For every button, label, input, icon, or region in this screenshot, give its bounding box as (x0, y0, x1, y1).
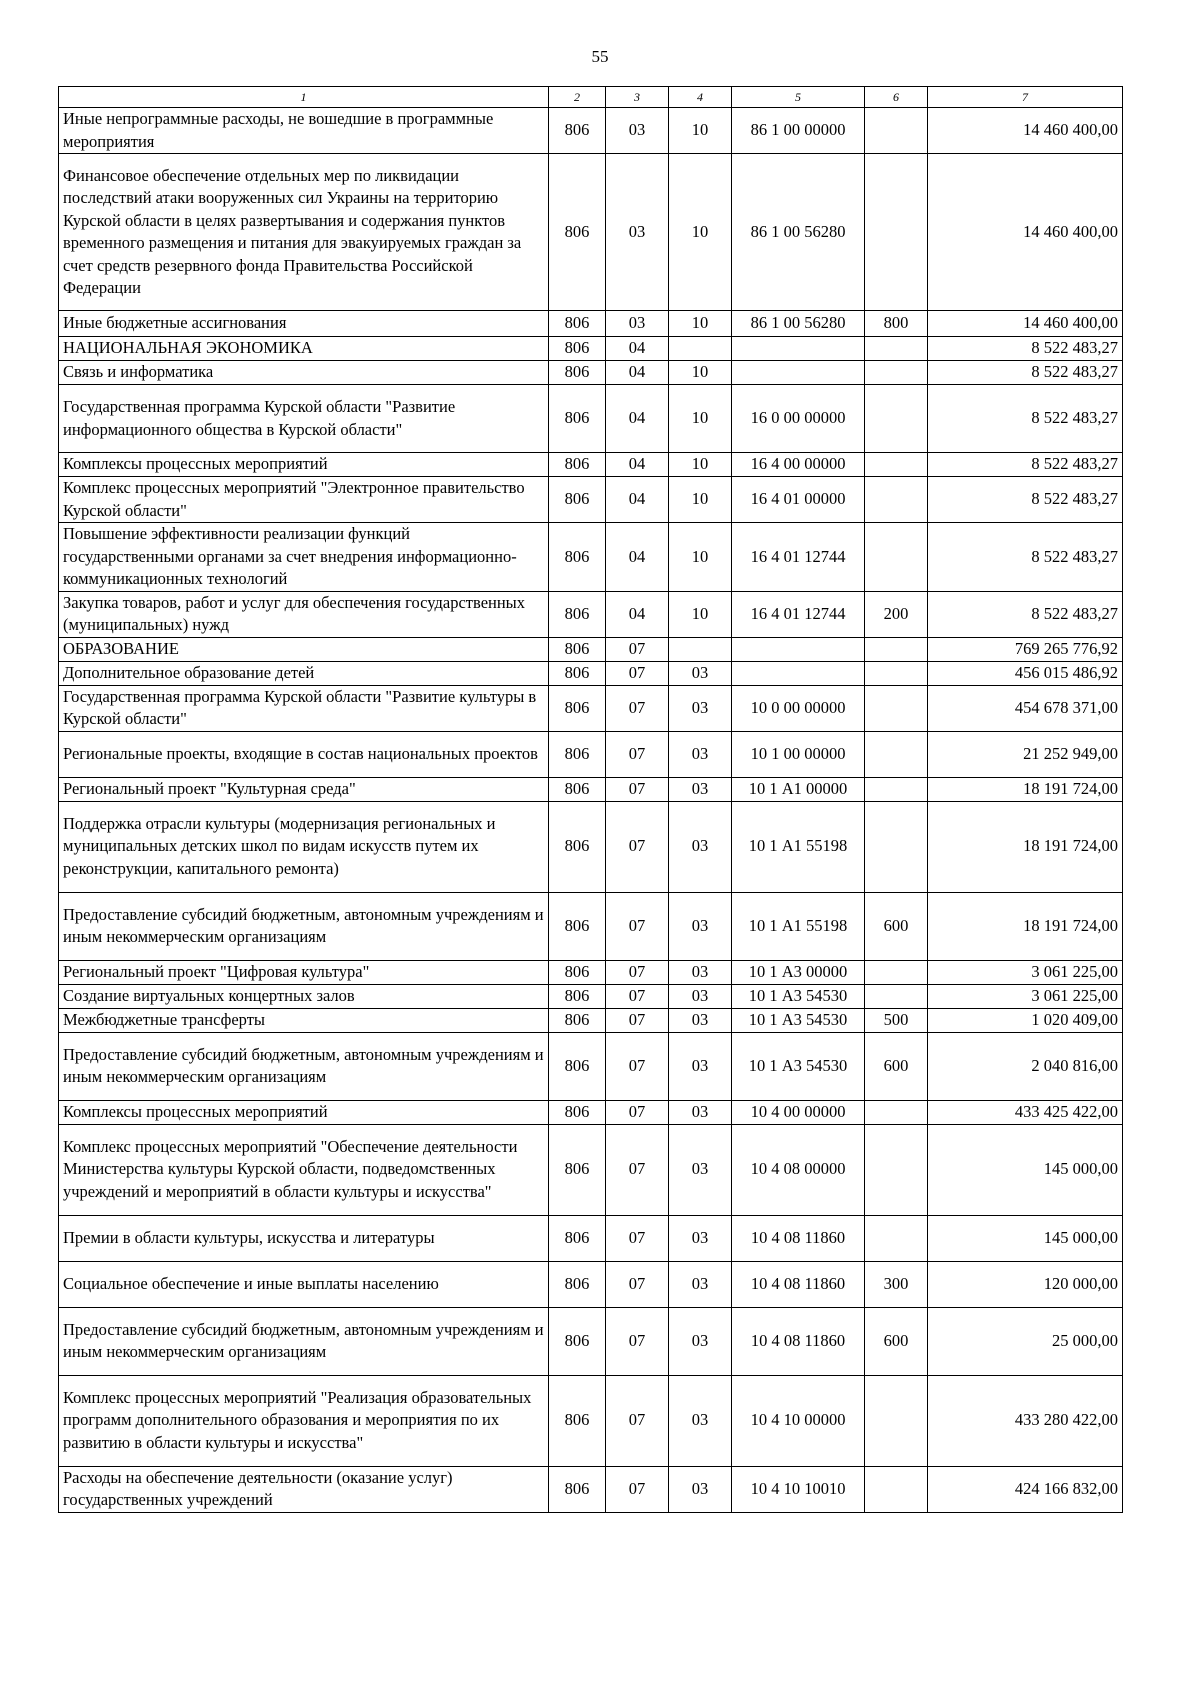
row-target-article: 86 1 00 56280 (732, 154, 865, 311)
row-section: 07 (606, 960, 669, 984)
table-row (59, 591, 1123, 637)
row-amount: 8 522 483,27 (928, 591, 1123, 637)
row-grbs: 806 (549, 453, 606, 477)
row-name: Комплекс процессных мероприятий "Реализация образовательных программ дополнительного образования и мероприятия по их развитию в области культуры и искусства" (59, 1375, 549, 1466)
row-amount: 8 522 483,27 (928, 337, 1123, 361)
row-subsection: 03 (669, 960, 732, 984)
row-section: 07 (606, 1375, 669, 1466)
column-header: 5 (732, 87, 865, 108)
table-row (59, 453, 1123, 477)
row-target-article: 10 4 00 00000 (732, 1100, 865, 1124)
table-row (59, 984, 1123, 1008)
row-target-article: 10 1 А1 55198 (732, 892, 865, 960)
column-header: 3 (606, 87, 669, 108)
table-row (59, 385, 1123, 453)
column-number-row (59, 87, 1123, 108)
row-target-article: 10 1 А1 00000 (732, 777, 865, 801)
row-amount: 433 425 422,00 (928, 1100, 1123, 1124)
row-grbs: 806 (549, 1032, 606, 1100)
row-name: Государственная программа Курской области "Развитие информационного общества в Курской области" (59, 385, 549, 453)
row-name: Государственная программа Курской области "Развитие культуры в Курской области" (59, 685, 549, 731)
row-amount: 8 522 483,27 (928, 385, 1123, 453)
row-name: Комплексы процессных мероприятий (59, 453, 549, 477)
row-subsection: 03 (669, 1215, 732, 1261)
row-amount: 18 191 724,00 (928, 777, 1123, 801)
row-name: Региональный проект "Цифровая культура" (59, 960, 549, 984)
row-expense-type: 200 (865, 591, 928, 637)
row-section: 07 (606, 661, 669, 685)
row-name: Предоставление субсидий бюджетным, автономным учреждениям и иным некоммерческим организациям (59, 1032, 549, 1100)
row-target-article (732, 337, 865, 361)
row-amount: 120 000,00 (928, 1261, 1123, 1307)
row-grbs: 806 (549, 337, 606, 361)
row-subsection: 03 (669, 1100, 732, 1124)
row-name: Комплексы процессных мероприятий (59, 1100, 549, 1124)
row-amount: 25 000,00 (928, 1307, 1123, 1375)
row-grbs: 806 (549, 591, 606, 637)
page-number: 55 (591, 47, 609, 66)
row-expense-type (865, 1215, 928, 1261)
row-name: Региональный проект "Культурная среда" (59, 777, 549, 801)
row-amount: 18 191 724,00 (928, 801, 1123, 892)
row-amount: 8 522 483,27 (928, 361, 1123, 385)
row-name: Закупка товаров, работ и услуг для обеспечения государственных (муниципальных) нужд (59, 591, 549, 637)
table-row (59, 685, 1123, 731)
row-amount: 14 460 400,00 (928, 154, 1123, 311)
row-amount: 454 678 371,00 (928, 685, 1123, 731)
row-subsection: 03 (669, 801, 732, 892)
row-target-article: 10 1 А3 00000 (732, 960, 865, 984)
row-grbs: 806 (549, 1375, 606, 1466)
row-subsection: 10 (669, 523, 732, 592)
table-row (59, 108, 1123, 154)
row-expense-type (865, 731, 928, 777)
row-expense-type (865, 523, 928, 592)
row-amount: 433 280 422,00 (928, 1375, 1123, 1466)
row-target-article: 10 4 08 11860 (732, 1215, 865, 1261)
row-section: 04 (606, 477, 669, 523)
row-section: 03 (606, 154, 669, 311)
row-target-article: 16 0 00 00000 (732, 385, 865, 453)
row-section: 07 (606, 1307, 669, 1375)
row-section: 07 (606, 777, 669, 801)
row-expense-type (865, 984, 928, 1008)
row-target-article: 10 4 08 00000 (732, 1124, 865, 1215)
row-expense-type (865, 108, 928, 154)
row-section: 04 (606, 337, 669, 361)
table-row (59, 1375, 1123, 1466)
row-expense-type: 300 (865, 1261, 928, 1307)
table-row (59, 1261, 1123, 1307)
row-section: 07 (606, 892, 669, 960)
row-target-article: 16 4 01 12744 (732, 591, 865, 637)
table-row (59, 1215, 1123, 1261)
row-section: 07 (606, 731, 669, 777)
row-section: 07 (606, 1008, 669, 1032)
row-amount: 21 252 949,00 (928, 731, 1123, 777)
row-name: Создание виртуальных концертных залов (59, 984, 549, 1008)
row-target-article: 10 4 10 10010 (732, 1466, 865, 1512)
row-expense-type: 500 (865, 1008, 928, 1032)
row-subsection: 10 (669, 477, 732, 523)
row-grbs: 806 (549, 385, 606, 453)
row-subsection: 03 (669, 1008, 732, 1032)
row-target-article: 10 1 А3 54530 (732, 1032, 865, 1100)
row-name: Иные непрограммные расходы, не вошедшие в программные мероприятия (59, 108, 549, 154)
row-grbs: 806 (549, 1215, 606, 1261)
row-name: Премии в области культуры, искусства и литературы (59, 1215, 549, 1261)
row-subsection: 03 (669, 1466, 732, 1512)
row-section: 04 (606, 361, 669, 385)
row-section: 04 (606, 453, 669, 477)
column-header: 1 (59, 87, 549, 108)
row-subsection: 03 (669, 1307, 732, 1375)
table-row (59, 361, 1123, 385)
row-expense-type (865, 777, 928, 801)
row-expense-type (865, 685, 928, 731)
row-grbs: 806 (549, 685, 606, 731)
row-section: 07 (606, 1100, 669, 1124)
row-expense-type (865, 453, 928, 477)
row-expense-type (865, 1100, 928, 1124)
table-row (59, 1032, 1123, 1100)
row-target-article: 10 1 А1 55198 (732, 801, 865, 892)
row-subsection: 03 (669, 685, 732, 731)
row-expense-type (865, 801, 928, 892)
row-subsection (669, 637, 732, 661)
row-section: 07 (606, 801, 669, 892)
row-amount: 769 265 776,92 (928, 637, 1123, 661)
row-grbs: 806 (549, 154, 606, 311)
row-amount: 14 460 400,00 (928, 108, 1123, 154)
table-row (59, 311, 1123, 337)
row-subsection: 10 (669, 361, 732, 385)
row-grbs: 806 (549, 731, 606, 777)
row-target-article: 10 4 10 00000 (732, 1375, 865, 1466)
table-row (59, 1124, 1123, 1215)
row-expense-type: 600 (865, 1307, 928, 1375)
row-section: 07 (606, 1215, 669, 1261)
row-grbs: 806 (549, 1261, 606, 1307)
row-section: 03 (606, 108, 669, 154)
row-expense-type (865, 385, 928, 453)
row-grbs: 806 (549, 1124, 606, 1215)
row-name: Комплекс процессных мероприятий "Электронное правительство Курской области" (59, 477, 549, 523)
row-section: 07 (606, 984, 669, 1008)
column-header: 2 (549, 87, 606, 108)
row-amount: 145 000,00 (928, 1215, 1123, 1261)
column-header: 7 (928, 87, 1123, 108)
row-amount: 424 166 832,00 (928, 1466, 1123, 1512)
row-grbs: 806 (549, 661, 606, 685)
row-section: 07 (606, 1466, 669, 1512)
row-expense-type: 600 (865, 1032, 928, 1100)
row-name: Поддержка отрасли культуры (модернизация региональных и муниципальных детских школ по видам искусств путем их реконструкции, капитального ремонта) (59, 801, 549, 892)
column-header: 4 (669, 87, 732, 108)
table-row (59, 637, 1123, 661)
row-section: 04 (606, 385, 669, 453)
row-amount: 3 061 225,00 (928, 960, 1123, 984)
row-subsection: 03 (669, 1375, 732, 1466)
row-expense-type (865, 1124, 928, 1215)
row-amount: 8 522 483,27 (928, 477, 1123, 523)
table-row (59, 731, 1123, 777)
row-target-article: 10 0 00 00000 (732, 685, 865, 731)
row-expense-type (865, 661, 928, 685)
row-expense-type (865, 637, 928, 661)
row-grbs: 806 (549, 1100, 606, 1124)
row-amount: 14 460 400,00 (928, 311, 1123, 337)
row-grbs: 806 (549, 108, 606, 154)
row-subsection: 10 (669, 385, 732, 453)
budget-table (58, 86, 1123, 1513)
row-amount: 3 061 225,00 (928, 984, 1123, 1008)
row-target-article: 16 4 00 00000 (732, 453, 865, 477)
table-row (59, 523, 1123, 592)
row-target-article: 10 1 А3 54530 (732, 1008, 865, 1032)
row-subsection: 10 (669, 311, 732, 337)
row-subsection: 03 (669, 731, 732, 777)
row-amount: 456 015 486,92 (928, 661, 1123, 685)
row-amount: 8 522 483,27 (928, 523, 1123, 592)
row-name: НАЦИОНАЛЬНАЯ ЭКОНОМИКА (59, 337, 549, 361)
column-header: 6 (865, 87, 928, 108)
row-expense-type (865, 477, 928, 523)
row-section: 07 (606, 1261, 669, 1307)
table-row (59, 1100, 1123, 1124)
row-name: Комплекс процессных мероприятий "Обеспечение деятельности Министерства культуры Курской области, подведомственных учреждений и мероприятий в области культуры и искусства" (59, 1124, 549, 1215)
row-name: Связь и информатика (59, 361, 549, 385)
row-name: Региональные проекты, входящие в состав национальных проектов (59, 731, 549, 777)
row-name: Межбюджетные трансферты (59, 1008, 549, 1032)
row-grbs: 806 (549, 637, 606, 661)
row-name: Предоставление субсидий бюджетным, автономным учреждениям и иным некоммерческим организациям (59, 892, 549, 960)
row-amount: 8 522 483,27 (928, 453, 1123, 477)
row-target-article: 86 1 00 00000 (732, 108, 865, 154)
row-grbs: 806 (549, 361, 606, 385)
row-section: 07 (606, 1124, 669, 1215)
row-target-article (732, 661, 865, 685)
row-subsection: 10 (669, 591, 732, 637)
row-section: 03 (606, 311, 669, 337)
row-grbs: 806 (549, 777, 606, 801)
row-name: ОБРАЗОВАНИЕ (59, 637, 549, 661)
row-amount: 2 040 816,00 (928, 1032, 1123, 1100)
row-subsection: 03 (669, 661, 732, 685)
row-target-article: 10 1 А3 54530 (732, 984, 865, 1008)
row-grbs: 806 (549, 1466, 606, 1512)
row-target-article: 10 4 08 11860 (732, 1307, 865, 1375)
row-expense-type: 800 (865, 311, 928, 337)
row-amount: 18 191 724,00 (928, 892, 1123, 960)
table-row (59, 1008, 1123, 1032)
row-target-article: 10 4 08 11860 (732, 1261, 865, 1307)
row-name: Иные бюджетные ассигнования (59, 311, 549, 337)
row-grbs: 806 (549, 984, 606, 1008)
row-name: Финансовое обеспечение отдельных мер по ликвидации последствий атаки вооруженных сил Украины на территорию Курской области в целях развертывания и содержания пунктов временного размещения и питания для эвакуируемых граждан за счет средств резервного фонда Правительства Российской Федерации (59, 154, 549, 311)
row-amount: 145 000,00 (928, 1124, 1123, 1215)
row-target-article: 16 4 01 12744 (732, 523, 865, 592)
table-row (59, 337, 1123, 361)
row-subsection: 03 (669, 984, 732, 1008)
row-subsection: 10 (669, 108, 732, 154)
budget-table-body (59, 108, 1123, 1513)
row-name: Дополнительное образование детей (59, 661, 549, 685)
row-section: 07 (606, 637, 669, 661)
table-row (59, 1307, 1123, 1375)
row-name: Социальное обеспечение и иные выплаты населению (59, 1261, 549, 1307)
row-expense-type: 600 (865, 892, 928, 960)
row-subsection: 03 (669, 892, 732, 960)
row-name: Предоставление субсидий бюджетным, автономным учреждениям и иным некоммерческим организациям (59, 1307, 549, 1375)
row-target-article: 86 1 00 56280 (732, 311, 865, 337)
row-amount: 1 020 409,00 (928, 1008, 1123, 1032)
row-target-article: 16 4 01 00000 (732, 477, 865, 523)
row-target-article (732, 361, 865, 385)
table-row (59, 960, 1123, 984)
table-row (59, 801, 1123, 892)
table-row (59, 477, 1123, 523)
row-grbs: 806 (549, 1307, 606, 1375)
table-row (59, 661, 1123, 685)
row-target-article: 10 1 00 00000 (732, 731, 865, 777)
row-name: Повышение эффективности реализации функций государственными органами за счет внедрения информационно-коммуникационных технологий (59, 523, 549, 592)
row-subsection: 03 (669, 1261, 732, 1307)
row-section: 07 (606, 1032, 669, 1100)
row-target-article (732, 637, 865, 661)
row-grbs: 806 (549, 311, 606, 337)
table-row (59, 892, 1123, 960)
row-grbs: 806 (549, 892, 606, 960)
row-expense-type (865, 960, 928, 984)
row-subsection: 10 (669, 154, 732, 311)
row-expense-type (865, 1375, 928, 1466)
row-subsection: 03 (669, 1032, 732, 1100)
row-subsection: 03 (669, 777, 732, 801)
row-grbs: 806 (549, 1008, 606, 1032)
row-subsection: 03 (669, 1124, 732, 1215)
row-subsection (669, 337, 732, 361)
table-row (59, 777, 1123, 801)
row-grbs: 806 (549, 477, 606, 523)
row-grbs: 806 (549, 960, 606, 984)
row-grbs: 806 (549, 801, 606, 892)
row-section: 04 (606, 591, 669, 637)
row-section: 04 (606, 523, 669, 592)
row-grbs: 806 (549, 523, 606, 592)
table-row (59, 154, 1123, 311)
row-expense-type (865, 1466, 928, 1512)
row-subsection: 10 (669, 453, 732, 477)
row-expense-type (865, 361, 928, 385)
row-expense-type (865, 154, 928, 311)
table-row (59, 1466, 1123, 1512)
row-section: 07 (606, 685, 669, 731)
row-expense-type (865, 337, 928, 361)
row-name: Расходы на обеспечение деятельности (оказание услуг) государственных учреждений (59, 1466, 549, 1512)
